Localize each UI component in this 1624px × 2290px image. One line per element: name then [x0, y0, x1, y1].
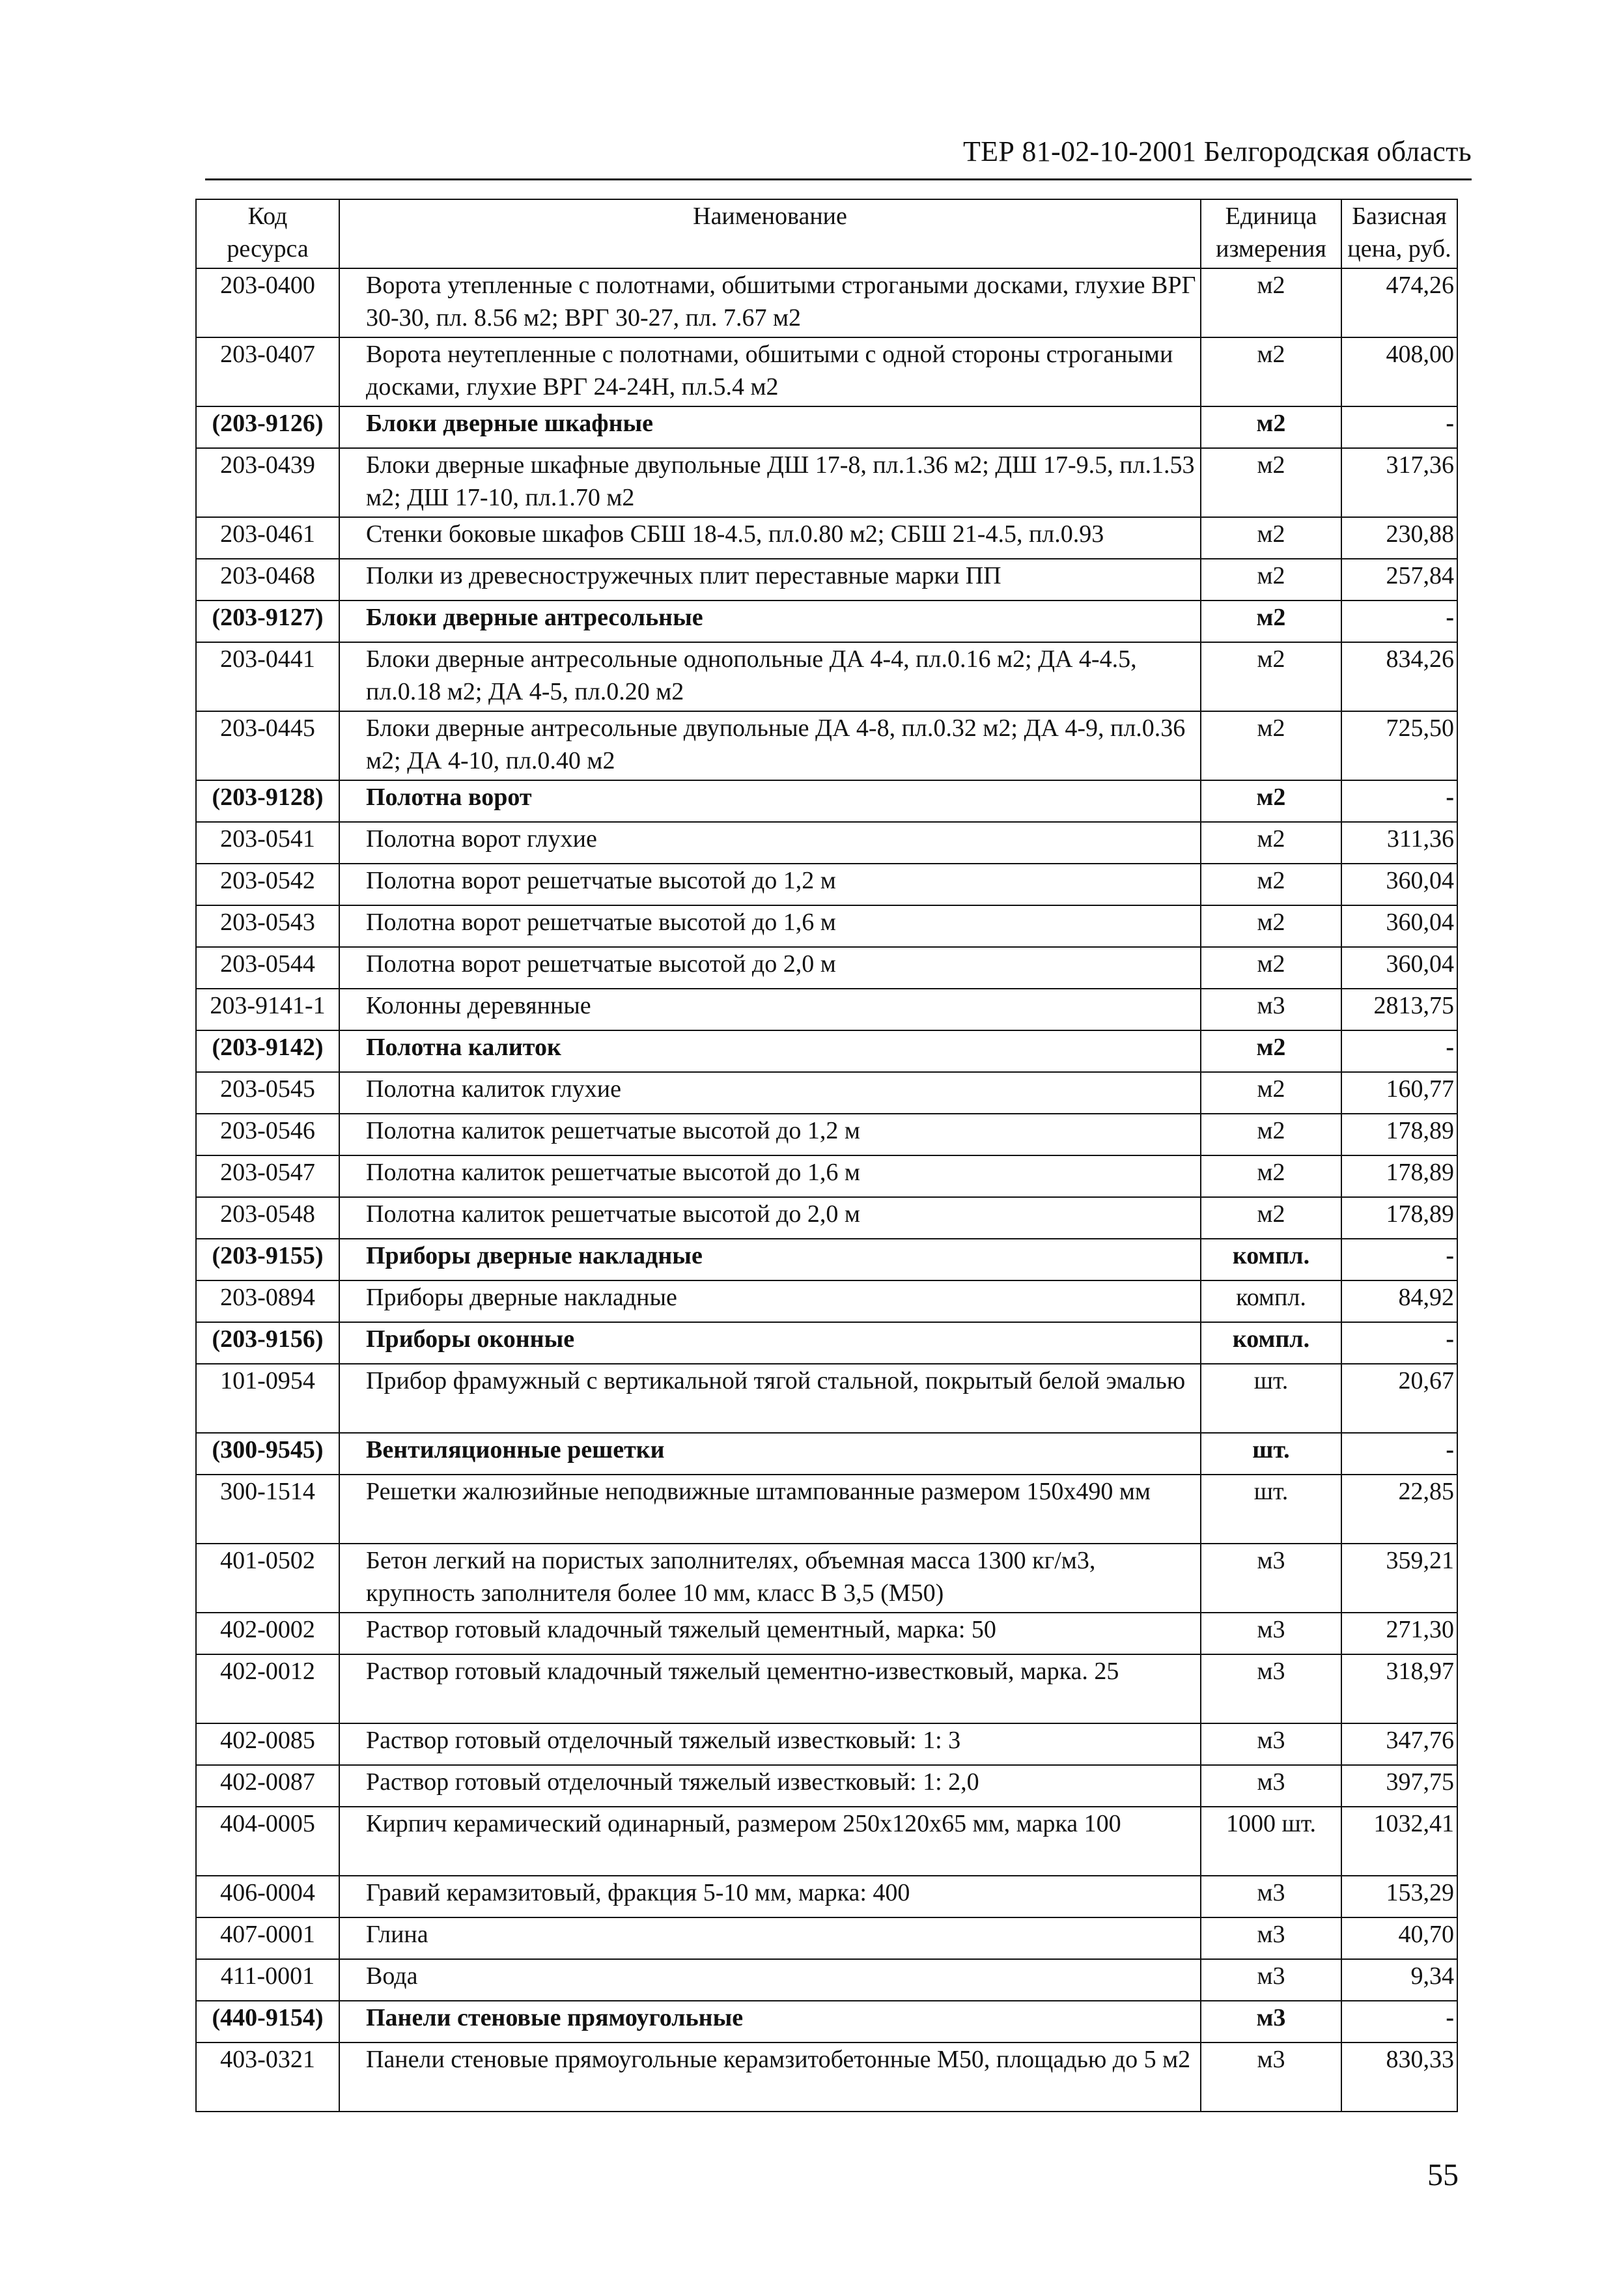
cell-price: -	[1341, 601, 1457, 642]
cell-name: Панели стеновые прямоугольные	[339, 2001, 1201, 2043]
cell-name: Приборы дверные накладные	[339, 1239, 1201, 1280]
table-row	[196, 1917, 1457, 1959]
table-row	[196, 448, 1457, 517]
cell-name: Блоки дверные антресольные однопольные ДА 4-4, пл.0.16 м2; ДА 4-4.5, пл.0.18 м2; ДА 4-5, пл.0.20 м2	[339, 642, 1201, 711]
cell-name: Ворота неутепленные с полотнами, обшитыми с одной стороны строгаными досками, глухие ВРГ 24-24Н, пл.5.4 м2	[339, 337, 1201, 406]
cell-unit: м2	[1201, 711, 1341, 780]
table-row	[196, 559, 1457, 601]
cell-name: Раствор готовый кладочный тяжелый цементный, марка: 50	[339, 1613, 1201, 1654]
table-row	[196, 517, 1457, 559]
cell-code: 406-0004	[196, 1876, 339, 1917]
cell-code: (300-9545)	[196, 1433, 339, 1475]
cell-price: 153,29	[1341, 1876, 1457, 1917]
table-header-row	[196, 199, 1457, 268]
column-header-code-line1: Код	[247, 203, 288, 230]
cell-name: Панели стеновые прямоугольные керамзитобетонные М50, площадью до 5 м2	[339, 2043, 1201, 2112]
cell-code: 403-0321	[196, 2043, 339, 2112]
table-row-group-header	[196, 1239, 1457, 1280]
cell-unit: м2	[1201, 406, 1341, 448]
cell-code: 402-0002	[196, 1613, 339, 1654]
page-number: 55	[1427, 2158, 1459, 2192]
cell-code: 402-0085	[196, 1723, 339, 1765]
cell-price: 360,04	[1341, 905, 1457, 947]
cell-price: 271,30	[1341, 1613, 1457, 1654]
cell-unit: м2	[1201, 517, 1341, 559]
cell-code: (203-9128)	[196, 780, 339, 822]
cell-price: 178,89	[1341, 1155, 1457, 1197]
cell-unit: м2	[1201, 268, 1341, 337]
column-header-price-line2: цена, руб.	[1347, 235, 1451, 262]
cell-unit: м3	[1201, 1544, 1341, 1613]
cell-unit: м2	[1201, 448, 1341, 517]
cell-price: 317,36	[1341, 448, 1457, 517]
cell-code: 203-0400	[196, 268, 339, 337]
column-header-unit-line2: измерения	[1216, 235, 1326, 262]
table-row	[196, 268, 1457, 337]
cell-name: Полотна ворот решетчатые высотой до 1,6 м	[339, 905, 1201, 947]
cell-price: 40,70	[1341, 1917, 1457, 1959]
cell-unit: м2	[1201, 822, 1341, 864]
cell-name: Полотна калиток решетчатые высотой до 1,2 м	[339, 1114, 1201, 1155]
cell-name: Полотна ворот	[339, 780, 1201, 822]
cell-name: Ворота утепленные с полотнами, обшитыми строгаными досками, глухие ВРГ 30-30, пл. 8.56 м2; ВРГ 30-27, пл. 7.67 м2	[339, 268, 1201, 337]
table-row	[196, 1876, 1457, 1917]
cell-unit: м2	[1201, 601, 1341, 642]
cell-code: 401-0502	[196, 1544, 339, 1613]
cell-name: Полотна ворот глухие	[339, 822, 1201, 864]
cell-unit: м3	[1201, 2001, 1341, 2043]
cell-price: -	[1341, 1433, 1457, 1475]
cell-code: 203-0541	[196, 822, 339, 864]
cell-code: 203-0441	[196, 642, 339, 711]
cell-price: 257,84	[1341, 559, 1457, 601]
cell-code: 404-0005	[196, 1807, 339, 1876]
table-row-group-header	[196, 601, 1457, 642]
cell-name: Блоки дверные шкафные	[339, 406, 1201, 448]
column-header-name: Наименование	[339, 199, 1201, 268]
header-rule	[205, 178, 1472, 180]
cell-unit: м3	[1201, 1723, 1341, 1765]
cell-price: 9,34	[1341, 1959, 1457, 2001]
table-row-group-header	[196, 1433, 1457, 1475]
cell-unit: м2	[1201, 1030, 1341, 1072]
table-row-group-header	[196, 1030, 1457, 1072]
cell-price: 22,85	[1341, 1475, 1457, 1544]
cell-price: 830,33	[1341, 2043, 1457, 2112]
cell-code: 203-0545	[196, 1072, 339, 1114]
column-header-price-line1: Базисная	[1352, 203, 1447, 230]
cell-code: 300-1514	[196, 1475, 339, 1544]
table-row	[196, 711, 1457, 780]
cell-name: Полотна калиток	[339, 1030, 1201, 1072]
cell-name: Блоки дверные антресольные двупольные ДА 4-8, пл.0.32 м2; ДА 4-9, пл.0.36 м2; ДА 4-10, пл.0.40 м2	[339, 711, 1201, 780]
table-row	[196, 1613, 1457, 1654]
cell-unit: м2	[1201, 1197, 1341, 1239]
cell-unit: компл.	[1201, 1322, 1341, 1364]
cell-price: -	[1341, 1322, 1457, 1364]
cell-code: 101-0954	[196, 1364, 339, 1433]
cell-name: Полотна калиток решетчатые высотой до 1,6 м	[339, 1155, 1201, 1197]
cell-unit: шт.	[1201, 1364, 1341, 1433]
cell-code: 203-0542	[196, 864, 339, 905]
cell-price: 474,26	[1341, 268, 1457, 337]
cell-unit: м2	[1201, 947, 1341, 989]
cell-unit: м3	[1201, 1876, 1341, 1917]
table-row-group-header	[196, 2001, 1457, 2043]
cell-name: Глина	[339, 1917, 1201, 1959]
cell-name: Кирпич керамический одинарный, размером 250х120х65 мм, марка 100	[339, 1807, 1201, 1876]
cell-code: 407-0001	[196, 1917, 339, 1959]
cell-name: Полотна калиток глухие	[339, 1072, 1201, 1114]
cell-name: Приборы оконные	[339, 1322, 1201, 1364]
cell-unit: м3	[1201, 1765, 1341, 1807]
cell-unit: м3	[1201, 1917, 1341, 1959]
cell-code: 402-0012	[196, 1654, 339, 1723]
cell-name: Вода	[339, 1959, 1201, 2001]
column-header-code	[196, 199, 339, 268]
cell-code: 411-0001	[196, 1959, 339, 2001]
table-row	[196, 2043, 1457, 2112]
cell-unit: 1000 шт.	[1201, 1807, 1341, 1876]
table-row	[196, 864, 1457, 905]
cell-unit: м3	[1201, 1613, 1341, 1654]
cell-code: 203-0468	[196, 559, 339, 601]
table-row	[196, 1072, 1457, 1114]
cell-name: Полки из древесностружечных плит переставные марки ПП	[339, 559, 1201, 601]
cell-code: 203-0439	[196, 448, 339, 517]
cell-code: (203-9126)	[196, 406, 339, 448]
cell-code: 203-0548	[196, 1197, 339, 1239]
page-header: ТЕР 81-02-10-2001 Белгородская область	[962, 135, 1472, 167]
cell-price: 2813,75	[1341, 989, 1457, 1030]
cell-name: Решетки жалюзийные неподвижные штампованные размером 150х490 мм	[339, 1475, 1201, 1544]
table-row	[196, 822, 1457, 864]
table-row	[196, 1765, 1457, 1807]
cell-code: 203-9141-1	[196, 989, 339, 1030]
cell-name: Раствор готовый отделочный тяжелый известковый: 1: 3	[339, 1723, 1201, 1765]
cell-name: Блоки дверные антресольные	[339, 601, 1201, 642]
cell-price: 359,21	[1341, 1544, 1457, 1613]
table-row	[196, 1280, 1457, 1322]
cell-code: 203-0894	[196, 1280, 339, 1322]
cell-price: 20,67	[1341, 1364, 1457, 1433]
cell-name: Прибор фрамужный с вертикальной тягой стальной, покрытый белой эмалью	[339, 1364, 1201, 1433]
cell-unit: м3	[1201, 989, 1341, 1030]
cell-price: 311,36	[1341, 822, 1457, 864]
cell-price: 178,89	[1341, 1197, 1457, 1239]
cell-price: -	[1341, 1030, 1457, 1072]
cell-name: Приборы дверные накладные	[339, 1280, 1201, 1322]
table-row-group-header	[196, 406, 1457, 448]
cell-price: -	[1341, 2001, 1457, 2043]
cell-unit: м2	[1201, 1114, 1341, 1155]
cell-name: Гравий керамзитовый, фракция 5-10 мм, марка: 400	[339, 1876, 1201, 1917]
cell-price: 360,04	[1341, 947, 1457, 989]
cell-unit: м2	[1201, 864, 1341, 905]
cell-price: -	[1341, 1239, 1457, 1280]
table-row	[196, 337, 1457, 406]
cell-name: Вентиляционные решетки	[339, 1433, 1201, 1475]
cell-price: 178,89	[1341, 1114, 1457, 1155]
cell-code: 203-0547	[196, 1155, 339, 1197]
cell-name: Раствор готовый кладочный тяжелый цементно-известковый, марка. 25	[339, 1654, 1201, 1723]
cell-code: 203-0407	[196, 337, 339, 406]
table-row	[196, 1155, 1457, 1197]
table-row	[196, 1959, 1457, 2001]
cell-name: Бетон легкий на пористых заполнителях, объемная масса 1300 кг/м3, крупность заполнителя более 10 мм, класс В 3,5 (М50)	[339, 1544, 1201, 1613]
cell-unit: м2	[1201, 1072, 1341, 1114]
cell-price: 397,75	[1341, 1765, 1457, 1807]
table-row	[196, 1475, 1457, 1544]
cell-code: (203-9156)	[196, 1322, 339, 1364]
cell-code: 203-0544	[196, 947, 339, 989]
cell-unit: м2	[1201, 559, 1341, 601]
resource-price-table	[195, 199, 1458, 2112]
cell-price: 347,76	[1341, 1723, 1457, 1765]
cell-name: Полотна ворот решетчатые высотой до 2,0 м	[339, 947, 1201, 989]
cell-code: 203-0546	[196, 1114, 339, 1155]
cell-unit: м3	[1201, 1654, 1341, 1723]
table-row-group-header	[196, 780, 1457, 822]
cell-code: 203-0461	[196, 517, 339, 559]
column-header-price	[1341, 199, 1457, 268]
cell-price: 160,77	[1341, 1072, 1457, 1114]
cell-unit: м2	[1201, 780, 1341, 822]
cell-price: 834,26	[1341, 642, 1457, 711]
column-header-code-line2: ресурса	[227, 235, 309, 262]
cell-unit: компл.	[1201, 1239, 1341, 1280]
cell-price: 84,92	[1341, 1280, 1457, 1322]
table-row	[196, 1114, 1457, 1155]
table-row	[196, 1807, 1457, 1876]
cell-price: -	[1341, 406, 1457, 448]
cell-name: Полотна калиток решетчатые высотой до 2,0 м	[339, 1197, 1201, 1239]
cell-name: Полотна ворот решетчатые высотой до 1,2 м	[339, 864, 1201, 905]
cell-unit: м3	[1201, 1959, 1341, 2001]
cell-price: 230,88	[1341, 517, 1457, 559]
column-header-unit	[1201, 199, 1341, 268]
column-header-unit-line1: Единица	[1225, 203, 1317, 230]
cell-code: (203-9142)	[196, 1030, 339, 1072]
cell-unit: м2	[1201, 905, 1341, 947]
table-row	[196, 1723, 1457, 1765]
cell-name: Стенки боковые шкафов СБШ 18-4.5, пл.0.80 м2; СБШ 21-4.5, пл.0.93	[339, 517, 1201, 559]
cell-code: 203-0543	[196, 905, 339, 947]
table-row	[196, 1364, 1457, 1433]
cell-code: 402-0087	[196, 1765, 339, 1807]
table-row	[196, 1544, 1457, 1613]
cell-price: 318,97	[1341, 1654, 1457, 1723]
table-row	[196, 947, 1457, 989]
cell-unit: компл.	[1201, 1280, 1341, 1322]
table-row	[196, 642, 1457, 711]
cell-unit: шт.	[1201, 1475, 1341, 1544]
cell-price: 408,00	[1341, 337, 1457, 406]
table-row	[196, 1197, 1457, 1239]
cell-name: Колонны деревянные	[339, 989, 1201, 1030]
cell-unit: м2	[1201, 642, 1341, 711]
cell-price: -	[1341, 780, 1457, 822]
cell-name: Раствор готовый отделочный тяжелый известковый: 1: 2,0	[339, 1765, 1201, 1807]
table-row-group-header	[196, 1322, 1457, 1364]
cell-code: 203-0445	[196, 711, 339, 780]
cell-unit: м2	[1201, 1155, 1341, 1197]
cell-code: (203-9155)	[196, 1239, 339, 1280]
cell-unit: м2	[1201, 337, 1341, 406]
table-row	[196, 989, 1457, 1030]
cell-unit: м3	[1201, 2043, 1341, 2112]
cell-code: (440-9154)	[196, 2001, 339, 2043]
table-row	[196, 905, 1457, 947]
cell-unit: шт.	[1201, 1433, 1341, 1475]
cell-price: 360,04	[1341, 864, 1457, 905]
cell-price: 725,50	[1341, 711, 1457, 780]
cell-code: (203-9127)	[196, 601, 339, 642]
table-row	[196, 1654, 1457, 1723]
cell-name: Блоки дверные шкафные двупольные ДШ 17-8, пл.1.36 м2; ДШ 17-9.5, пл.1.53 м2; ДШ 17-10, пл.1.70 м2	[339, 448, 1201, 517]
cell-price: 1032,41	[1341, 1807, 1457, 1876]
